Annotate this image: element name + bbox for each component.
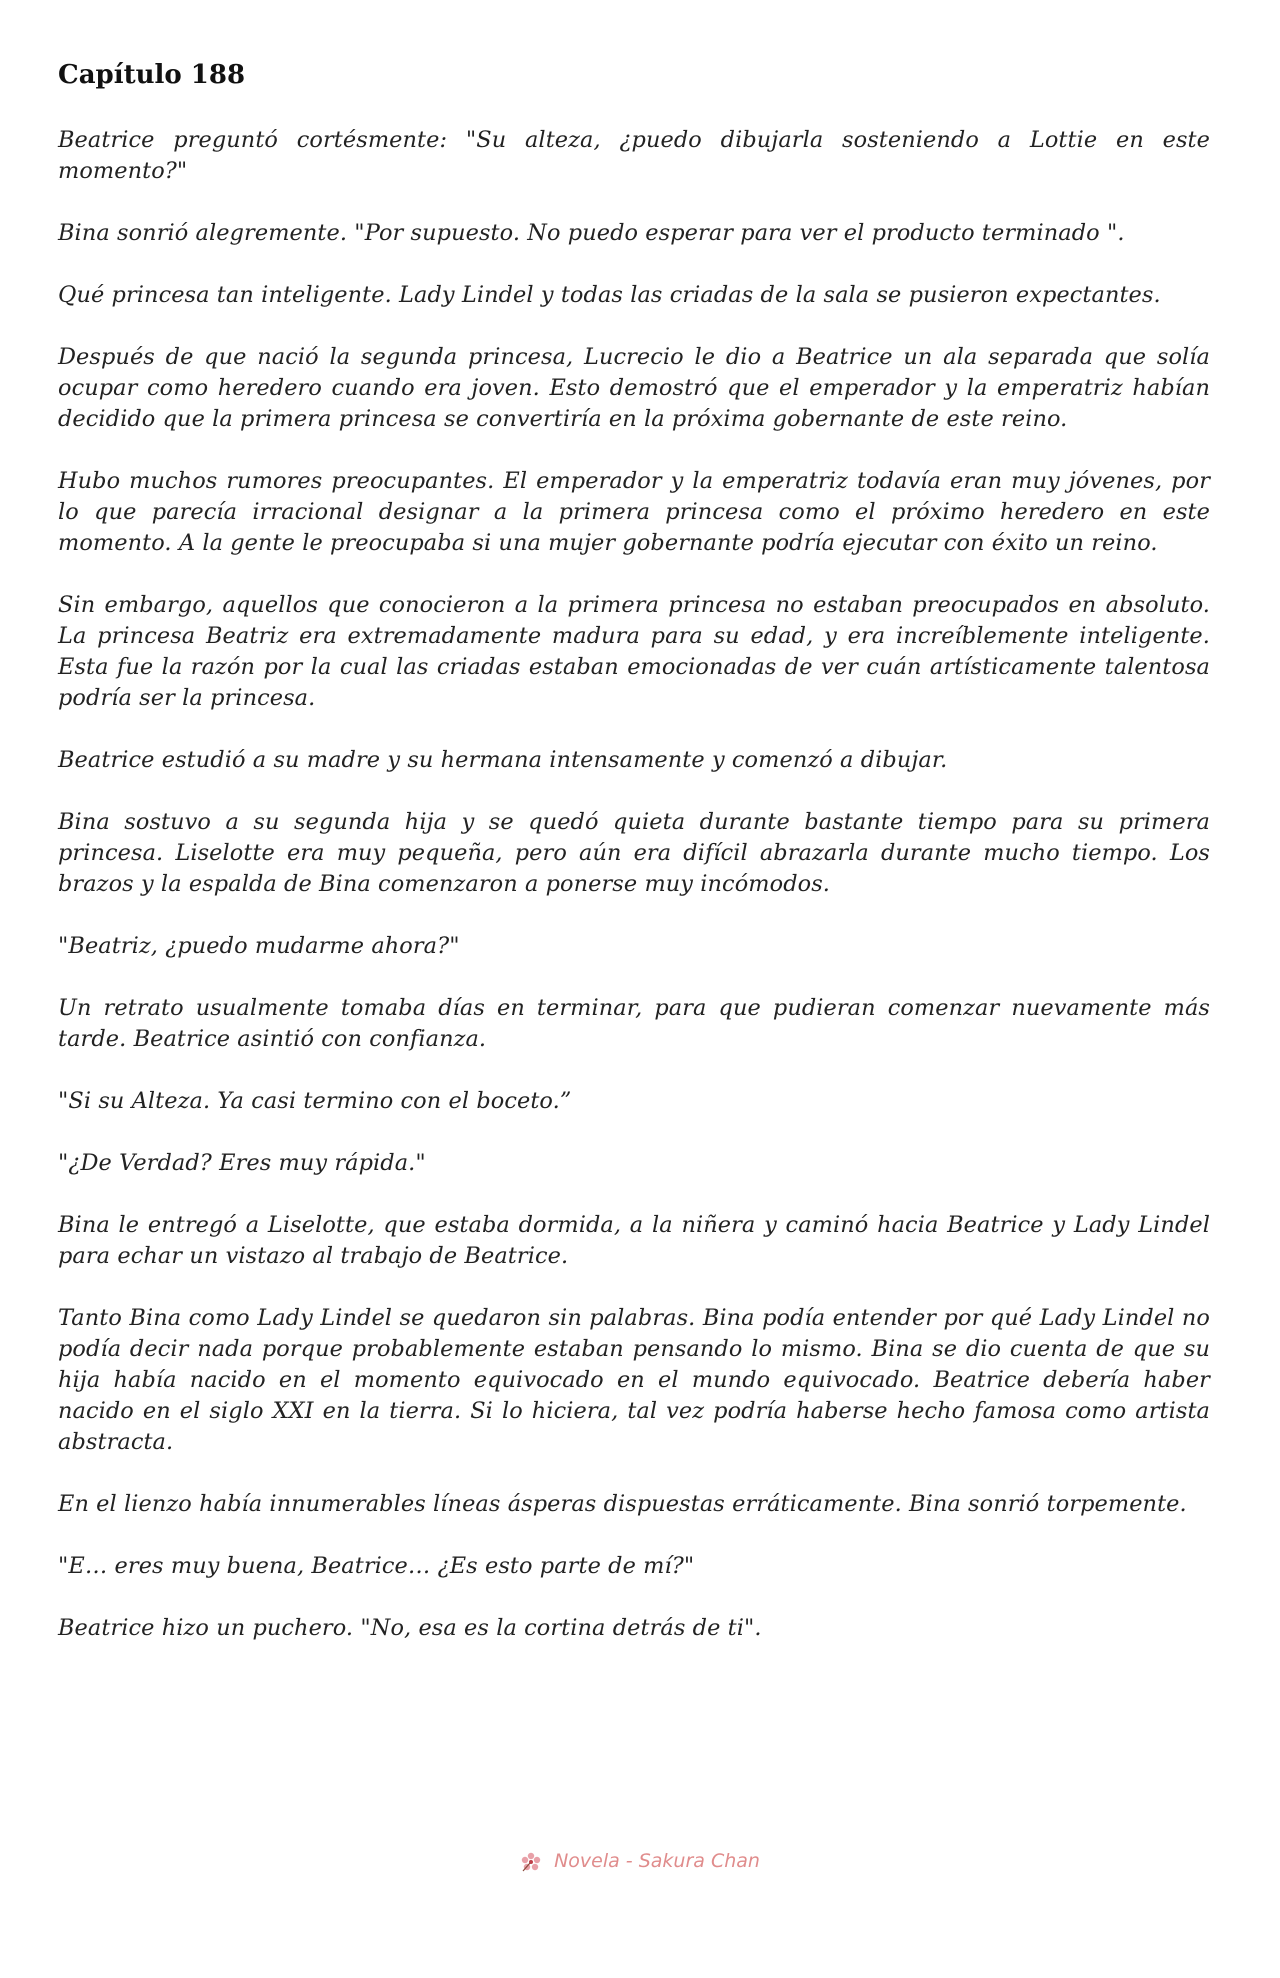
watermark-text: Novela - Sakura Chan [554,1850,760,1872]
paragraph: "Beatriz, ¿puedo mudarme ahora?" [58,933,460,959]
paragraph: Beatrice estudió a su madre y su hermana intensamente y comenzó a dibujar. [58,747,948,773]
paragraph: "¿De Verdad? Eres muy rápida." [58,1150,426,1176]
paragraph: Beatrice hizo un puchero. "No, esa es la cortina detrás de ti". [58,1615,762,1641]
paragraph: En el lienzo había innumerables líneas ásperas dispuestas erráticamente. Bina sonrió torpemente. [58,1491,1187,1517]
paragraph: Un retrato usualmente tomaba días en terminar, para que pudieran comenzar nuevamente más tarde. Beatrice asintió con confianza. [58,995,1210,1052]
paragraph: "E… eres muy buena, Beatrice… ¿Es esto parte de mí?" [58,1553,695,1579]
paragraph: Después de que nació la segunda princesa, Lucrecio le dio a Beatrice un ala separada que solía ocupar como heredero cuando era joven. Esto demostró que el emperador y la emperatriz habían decidido que la primera princesa se convertiría en la próxima gobernante de este reino. [58,344,1210,432]
paragraph: Tanto Bina como Lady Lindel se quedaron sin palabras. Bina podía entender por qué Lady Lindel no podía decir nada porque probablemente estaban pensando lo mismo. Bina se dio cuenta de que su hija había nacido en el momento equivocado en el mundo equivocado. Beatrice debería haber nacido en el siglo XXI en la tierra. Si lo hiciera, tal vez podría haberse hecho famosa como artista abstracta. [58,1305,1210,1455]
paragraph: "Si su Alteza. Ya casi termino con el boceto.” [58,1088,572,1114]
document-page [58,58,1210,1675]
sakura-flower-icon [520,1851,542,1873]
watermark [0,1850,1280,1873]
paragraph: Qué princesa tan inteligente. Lady Lindel y todas las criadas de la sala se pusieron expectantes. [58,282,1161,308]
paragraph: Hubo muchos rumores preocupantes. El emperador y la emperatriz todavía eran muy jóvenes, por lo que parecía irracional designar a la primera princesa como el próximo heredero en este momento. A la gente le preocupaba si una mujer gobernante podría ejecutar con éxito un reino. [58,468,1210,556]
paragraph: Bina sostuvo a su segunda hija y se quedó quieta durante bastante tiempo para su primera princesa. Liselotte era muy pequeña, pero aún era difícil abrazarla durante mucho tiempo. Los brazos y la espalda de Bina comenzaron a ponerse muy incómodos. [58,809,1210,897]
paragraph: Beatrice preguntó cortésmente: "Su alteza, ¿puedo dibujarla sosteniendo a Lottie en este momento?" [58,127,1210,184]
paragraph: Bina le entregó a Liselotte, que estaba dormida, a la niñera y caminó hacia Beatrice y Lady Lindel para echar un vistazo al trabajo de Beatrice. [58,1212,1210,1269]
chapter-title: Capítulo 188 [58,60,246,90]
paragraph: Sin embargo, aquellos que conocieron a la primera princesa no estaban preocupados en absoluto. La princesa Beatriz era extremadamente madura para su edad, y era increíblemente inteligente. Esta fue la razón por la cual las criadas estaban emocionadas de ver cuán artísticamente talentosa podría ser la princesa. [58,592,1210,711]
paragraph: Bina sonrió alegremente. "Por supuesto. No puedo esperar para ver el producto terminado ". [58,220,1125,246]
